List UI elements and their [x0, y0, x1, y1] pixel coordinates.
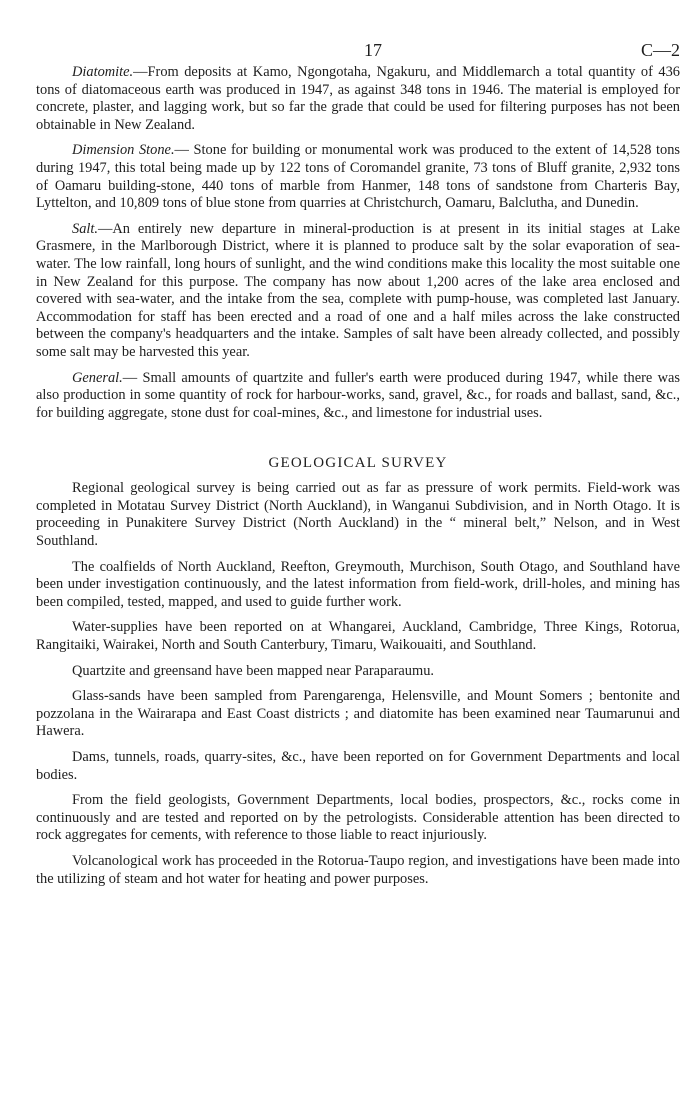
- paragraph-lead: Salt.: [72, 220, 98, 237]
- paragraph-regional-survey: Regional geological survey is being carried out as far as pressure of work permits. Field-work was completed in Motatau Survey District (North Auckland), in Wanganui Subdivision, and in North Otago. It is proceeding in Punakitere Survey District (North Auckland) in the “ mineral belt,” Nelson, and in West Southland.: [36, 480, 680, 550]
- paragraph-text: — Small amounts of quartzite and fuller's earth were produced during 1947, while there was also production in some quantity of rock for harbour-works, sand, gravel, &c., for roads and ballast, sand, &c., for building aggregate, stone dust for coal-mines, &c., and limestone for industrial uses.: [36, 369, 680, 421]
- paragraph-text: —From deposits at Kamo, Ngongotaha, Ngakuru, and Middlemarch a total quantity of 436 tons of diatomaceous earth was produced in 1947, as against 348 tons in 1946. The material is employed for concrete, plaster, and lagging work, but so far the grade that could be used for filtering purposes has not been obtainable in New Zealand.: [36, 64, 680, 133]
- page-number: 17: [364, 40, 382, 60]
- paragraph-quartzite: Quartzite and greensand have been mapped near Paraparaumu.: [72, 662, 434, 679]
- paragraph-salt: [36, 221, 680, 362]
- paragraph-volcanology: Volcanological work has proceeded in the Rotorua-Taupo region, and investigations have been made into the utilizing of steam and hot water for heating and power purposes.: [36, 852, 680, 887]
- paragraph-text: — Stone for building or monumental work was produced to the extent of 14,528 tons during 1947, this total being made up by 122 tons of Coromandel granite, 73 tons of Bluff granite, 2,932 tons of Oamaru building-stone, 440 tons of marble from Hanmer, 148 tons of sandstone from Charteris Bay, Lyttelton, and 10,809 tons of blue stone from quarries at Christchurch, Oamaru, Balclutha, and Dunedin.: [36, 142, 680, 212]
- paragraph-dimension-stone: [36, 142, 680, 212]
- paragraph-lead: Dimension Stone.: [72, 142, 175, 159]
- page-header: [36, 0, 680, 64]
- paragraph-diatomite: [36, 64, 680, 134]
- document-reference: C—2: [640, 40, 680, 60]
- paragraph-water-supplies: Water-supplies have been reported on at Whangarei, Auckland, Cambridge, Three Kings, Rotorua, Rangitaiki, Wairakei, North and South Canterbury, Timaru, Waikouaiti, and Southland.: [36, 619, 680, 654]
- paragraph-glass-sands: Glass-sands have been sampled from Parengarenga, Helensville, and Mount Somers ; bentonite and pozzolana in the Wairarapa and East Coast districts ; and diatomite has been examined near Taumarunui and Hawera.: [36, 688, 680, 740]
- section-heading: GEOLOGICAL SURVEY: [268, 455, 448, 472]
- paragraph-lead: General.: [72, 369, 123, 386]
- paragraph-lead: Diatomite.: [72, 64, 134, 80]
- paragraph-general: [36, 370, 680, 423]
- paragraph-petrology: From the field geologists, Government Departments, local bodies, prospectors, &c., rocks come in continuously and are tested and reported on by the petrologists. Considerable attention has been directed to rock aggregates for cements, with reference to those liable to react injuriously.: [36, 792, 680, 844]
- paragraph-text: —An entirely new departure in mineral-production is at present in its initial stages at Lake Grasmere, in the Marlborough District, where it is planned to produce salt by the solar evaporation of sea-water. The low rainfall, long hours of sunlight, and the wind conditions make this locality the most suitable one in New Zealand for this purpose. The company has now about 1,200 acres of the lake area enclosed and covered with sea-water, and the intake from the sea, complete with pump-house, was completed last January. Accommodation for staff has been erected and a road of one and a half miles across the lake constructed between the company's headquarters and the intake. Samples of salt have been already collected, and possibly some salt may be harvested this year.: [36, 220, 680, 360]
- paragraph-coalfields: The coalfields of North Auckland, Reefton, Greymouth, Murchison, South Otago, and Southland have been under investigation continuously, and the latest information from field-work, drill-holes, and mining has been compiled, tested, mapped, and used to guide further work.: [36, 558, 680, 610]
- paragraph-dams: Dams, tunnels, roads, quarry-sites, &c., have been reported on for Government Departments and local bodies.: [36, 749, 680, 783]
